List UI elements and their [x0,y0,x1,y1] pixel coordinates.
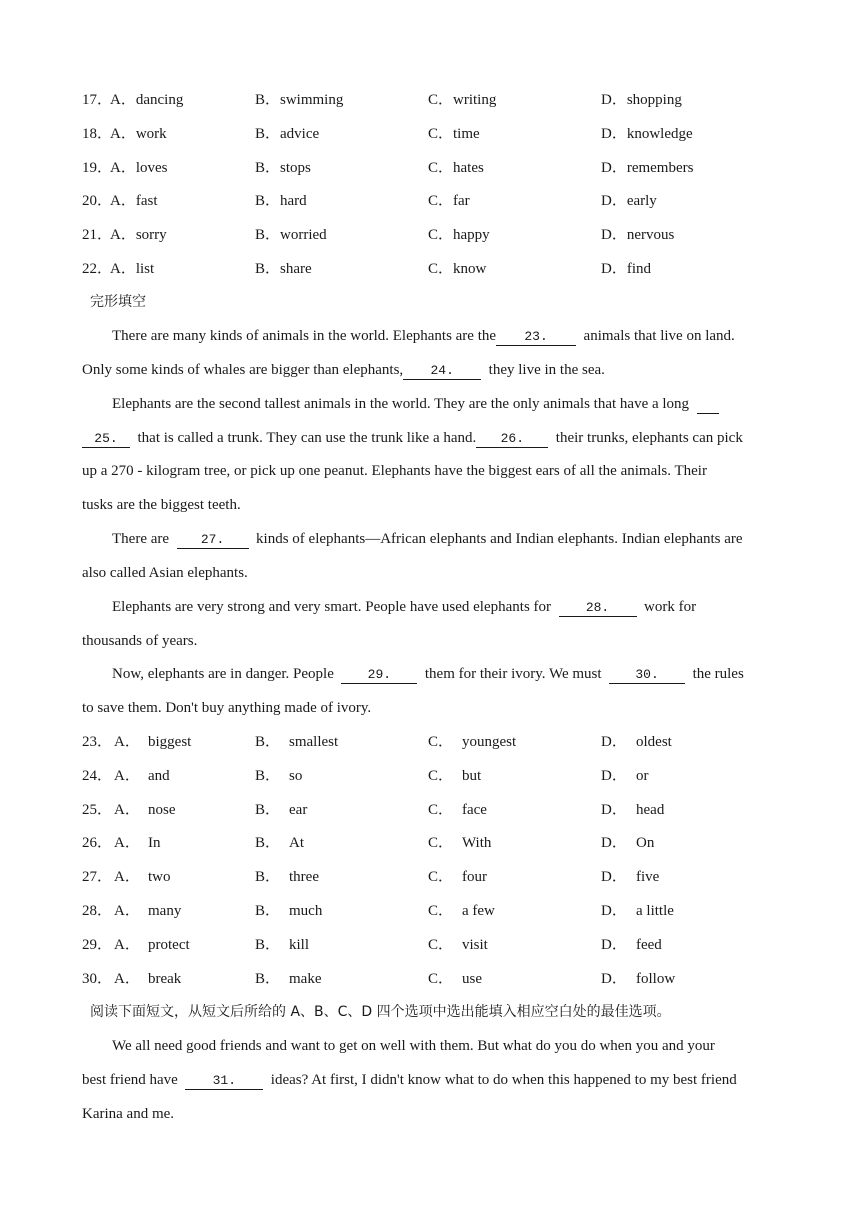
passage-line: Only some kinds of whales are bigger than elephants, 24. they live in the sea. [82,362,605,378]
option-b: kill [289,937,310,953]
option-c-label: C． [428,937,454,953]
question-number: 25． [82,802,113,818]
option-b: B．share [255,261,312,277]
option-a-label: A． [114,937,140,953]
passage-line: Elephants are the second tallest animals in the world. They are the only animals that have a long [112,394,812,414]
option-a: In [148,835,161,851]
blank-25[interactable]: 25. [82,431,130,448]
option-d-label: D． [601,768,627,784]
passage-line: There are many kinds of animals in the world. Elephants are the 23. animals that live on land. [112,328,735,344]
option-a: nose [148,802,176,818]
option-a-label: A． [114,835,140,851]
option-a: biggest [148,734,192,750]
question-row [82,867,782,887]
option-d: follow [636,971,676,987]
passage-line: There are 27. kinds of elephants—African elephants and Indian elephants. Indian elephants are [112,531,743,547]
option-b-label: B． [255,768,281,784]
option-a: protect [148,937,190,953]
section-heading: 完形填空 [90,294,146,310]
option-b: three [289,869,319,885]
option-b-label: B． [255,835,281,851]
blank-25-start [697,397,719,414]
passage-line: 25. that is called a trunk. They can use the trunk like a hand. 26. their trunks, elephants can pick [82,428,782,448]
option-a-label: A． [114,903,140,919]
question-number: 26． [82,835,113,851]
option-d: D．remembers [601,160,694,176]
option-c: visit [462,937,488,953]
option-c: With [462,835,492,851]
blank-26[interactable]: 26. [476,431,548,448]
option-c: use [462,971,482,987]
question-row [82,259,782,279]
passage-line: also called Asian elephants. [82,565,248,581]
option-b: much [289,903,323,919]
option-a-label: A． [114,869,140,885]
option-b: B．swimming [255,92,344,108]
option-c: youngest [462,734,517,750]
passage-line: thousands of years. [82,633,198,649]
option-b: B．hard [255,193,307,209]
question-number: 21． [82,227,113,243]
option-a-label: A． [114,971,140,987]
option-d: On [636,835,655,851]
option-c-label: C． [428,971,454,987]
question-number: 20． [82,193,113,209]
option-d-label: D． [601,734,627,750]
question-number: 19． [82,160,113,176]
passage-line: Now, elephants are in danger. People 29. them for their ivory. We must 30. the rules [112,666,744,682]
option-a: and [148,768,170,784]
option-a-label: A． [114,768,140,784]
option-c: C．hates [428,160,484,176]
question-row [82,124,782,144]
passage-line: tusks are the biggest teeth. [82,497,241,513]
question-number: 27． [82,869,113,885]
option-d: D．find [601,261,651,277]
question-row [82,969,782,989]
option-a-label: A． [114,734,140,750]
option-c: C．know [428,261,487,277]
passage-line: Karina and me. [82,1106,175,1122]
question-number: 23． [82,734,113,750]
question-row [82,800,782,820]
option-d-label: D． [601,835,627,851]
option-d: feed [636,937,662,953]
question-number: 24． [82,768,113,784]
passage-line: Elephants are very strong and very smart. People have used elephants for 28. work for [112,599,697,615]
option-a: break [148,971,182,987]
option-d: D．knowledge [601,126,693,142]
option-d: a little [636,903,674,919]
option-d-label: D． [601,971,627,987]
option-b-label: B． [255,734,281,750]
option-c-label: C． [428,802,454,818]
option-c: C．far [428,193,470,209]
passage-line: up a 270 - kilogram tree, or pick up one peanut. Elephants have the biggest ears of all the animals. Their [82,463,707,479]
question-number: 28． [82,903,113,919]
option-d-label: D． [601,869,627,885]
option-b-label: B． [255,802,281,818]
option-b-label: B． [255,903,281,919]
blank-27[interactable]: 27. [177,532,249,549]
question-row [82,158,782,178]
option-b: B．worried [255,227,327,243]
option-b: B．stops [255,160,311,176]
option-c: but [462,768,482,784]
option-b: make [289,971,322,987]
option-c-label: C． [428,835,454,851]
passage-line: best friend have 31. ideas? At first, I didn't know what to do when this happened to my best friend [82,1072,737,1088]
option-d: D．nervous [601,227,675,243]
option-c: face [462,802,487,818]
option-a: two [148,869,171,885]
option-d-label: D． [601,903,627,919]
question-row [82,191,782,211]
question-row [82,90,782,110]
option-c-label: C． [428,768,454,784]
option-c-label: C． [428,903,454,919]
question-row [82,901,782,921]
option-d: head [636,802,665,818]
option-c: a few [462,903,495,919]
option-a: many [148,903,182,919]
option-b: smallest [289,734,339,750]
question-number: 29． [82,937,113,953]
option-b-label: B． [255,869,281,885]
option-a: A．work [110,126,167,142]
option-c: C．time [428,126,480,142]
option-d-label: D． [601,937,627,953]
option-b: ear [289,802,308,818]
option-d: or [636,768,649,784]
option-c: C．writing [428,92,497,108]
option-b: B．advice [255,126,320,142]
question-number: 18． [82,126,113,142]
blank-28[interactable]: 28. [559,600,637,617]
question-row [82,732,782,752]
option-a: A．loves [110,160,168,176]
option-d: D．early [601,193,657,209]
question-number: 22． [82,261,113,277]
question-number: 17． [82,92,113,108]
blank-24[interactable]: 24. [403,363,481,380]
passage-line: We all need good friends and want to get on well with them. But what do you do when you and your [112,1038,715,1054]
option-c-label: C． [428,734,454,750]
question-row [82,935,782,955]
option-a: A．sorry [110,227,167,243]
option-d: five [636,869,660,885]
blank-30[interactable]: 30. [609,667,685,684]
question-row [82,225,782,245]
section-instructions: 阅读下面短文，从短文后所给的 A、B、C、D 四个选项中选出能填入相应空白处的最佳选项。 [90,1004,671,1020]
blank-31[interactable]: 31. [185,1073,263,1090]
option-b: so [289,768,303,784]
option-a: A．fast [110,193,158,209]
option-b: At [289,835,304,851]
passage-line: to save them. Don't buy anything made of ivory. [82,700,372,716]
question-row [82,833,782,853]
option-d-label: D． [601,802,627,818]
option-a: A．list [110,261,155,277]
option-a: A．dancing [110,92,184,108]
option-b-label: B． [255,971,281,987]
blank-29[interactable]: 29. [341,667,417,684]
blank-23[interactable]: 23. [496,329,576,346]
question-row [82,766,782,786]
option-b-label: B． [255,937,281,953]
question-number: 30． [82,971,113,987]
option-d: D．shopping [601,92,682,108]
option-c: C．happy [428,227,490,243]
option-c: four [462,869,487,885]
option-c-label: C． [428,869,454,885]
option-a-label: A． [114,802,140,818]
option-d: oldest [636,734,672,750]
